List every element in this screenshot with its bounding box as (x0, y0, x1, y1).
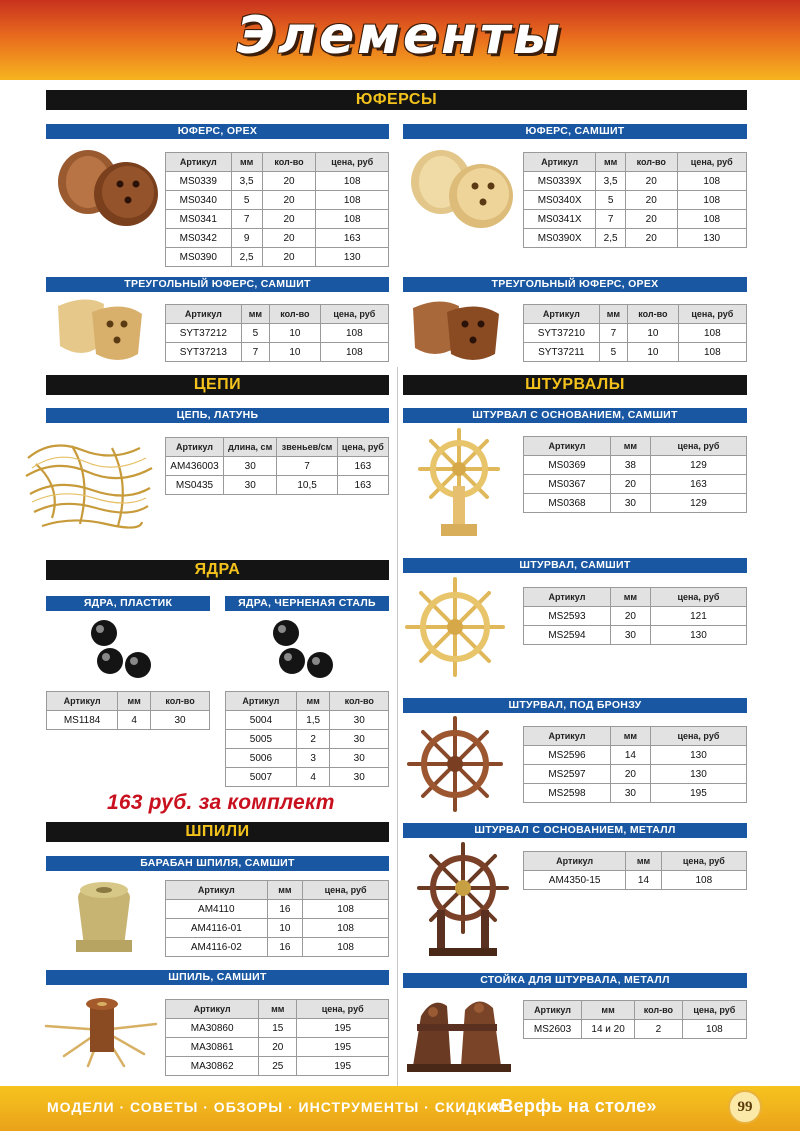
table-header-row (166, 305, 389, 324)
table-cell: 30 (610, 494, 650, 513)
table-cell: 5 (599, 343, 627, 362)
table-cell: 163 (316, 229, 389, 248)
table-cell: 30 (330, 749, 389, 768)
table-cell: 5 (596, 191, 626, 210)
table-cell: 163 (650, 475, 746, 494)
column-header: мм (259, 1000, 297, 1019)
triangular-boxwood-deadeye-image (46, 294, 162, 364)
table-header-row (166, 881, 389, 900)
table-row (226, 749, 389, 768)
table-cell: 5005 (226, 730, 297, 749)
section-bar-yufersy: ЮФЕРСЫ (46, 90, 747, 110)
table-cell: 108 (682, 1020, 746, 1039)
table-cell: MA30862 (166, 1057, 259, 1076)
table-cell: MS2603 (524, 1020, 582, 1039)
capstan-image (44, 990, 164, 1070)
table-cell: MS0340 (166, 191, 232, 210)
subtitle-capstan: ШПИЛЬ, САМШИТ (46, 970, 389, 985)
column-header: длина, см (223, 438, 276, 457)
table-row (166, 476, 389, 495)
plastic-balls-image (80, 615, 170, 687)
column-header: мм (241, 305, 269, 324)
table-cell: 5007 (226, 768, 297, 787)
table-cell: 30 (610, 784, 650, 803)
table-cell: 30 (223, 476, 276, 495)
table-header-row (166, 1000, 389, 1019)
balls-plastic-table (46, 691, 210, 730)
column-header: Артикул (524, 852, 626, 871)
table-cell: AM436003 (166, 457, 224, 476)
subtitle-wheel-samshit: ШТУРВАЛ, САМШИТ (403, 558, 747, 573)
table-cell: 108 (678, 343, 746, 362)
capstan-table (165, 999, 389, 1076)
table-cell: 195 (297, 1038, 389, 1057)
column-header: Артикул (524, 1001, 582, 1020)
table-cell: 4 (296, 768, 330, 787)
table-cell: 30 (330, 730, 389, 749)
table-cell: MS0339X (524, 172, 596, 191)
column-header: цена, руб (678, 305, 746, 324)
column-header: Артикул (524, 727, 611, 746)
table-cell: AM4116-01 (166, 919, 268, 938)
table-row (524, 746, 747, 765)
column-header: кол-во (262, 153, 316, 172)
chain-table (165, 437, 389, 495)
footer-magazine-title: «Верфь на столе» (490, 1096, 657, 1116)
table-cell: SYT37213 (166, 343, 242, 362)
table-cell: 5 (241, 324, 269, 343)
table-cell: AM4116-02 (166, 938, 268, 957)
table-row (524, 324, 747, 343)
table-cell: MS0368 (524, 494, 611, 513)
table-cell: MS0341X (524, 210, 596, 229)
section-bar-shpili: ШПИЛИ (46, 822, 389, 842)
column-header: кол-во (628, 305, 679, 324)
table-cell: 30 (223, 457, 276, 476)
column-header: мм (296, 692, 330, 711)
table-cell: 130 (677, 229, 747, 248)
table-row (166, 324, 389, 343)
table-cell: 10 (628, 324, 679, 343)
table-cell: 16 (267, 900, 303, 919)
column-header: цена, руб (316, 153, 389, 172)
table-cell: 4 (118, 711, 151, 730)
table-row (524, 210, 747, 229)
table-cell: 129 (650, 494, 746, 513)
table-header-row (524, 852, 747, 871)
table-cell: 195 (297, 1019, 389, 1038)
table-header-row (166, 153, 389, 172)
column-header: Артикул (47, 692, 118, 711)
table-header-row (524, 1001, 747, 1020)
subtitle-balls-steel: ЯДРА, ЧЕРНЕНАЯ СТАЛЬ (225, 596, 389, 611)
column-header: Артикул (524, 305, 600, 324)
steel-balls-image (262, 615, 352, 687)
section-bar-shturvaly: ШТУРВАЛЫ (403, 375, 747, 395)
table-cell: 20 (262, 172, 316, 191)
column-header: мм (267, 881, 303, 900)
table-cell: MS0339 (166, 172, 232, 191)
table-header-row (166, 438, 389, 457)
table-cell: 20 (625, 191, 677, 210)
column-header: кол-во (151, 692, 210, 711)
table-cell: 7 (596, 210, 626, 229)
table-cell: 10 (270, 343, 321, 362)
table-row (226, 768, 389, 787)
table-cell: 130 (650, 626, 746, 645)
table-cell: 108 (316, 210, 389, 229)
yufers-samshit-table (523, 152, 747, 248)
table-header-row (524, 588, 747, 607)
table-cell: 16 (267, 938, 303, 957)
wheel-bronze-table (523, 726, 747, 803)
table-row (524, 784, 747, 803)
table-cell: 108 (677, 210, 747, 229)
wheel-metal-table (523, 851, 747, 890)
page-footer (0, 1086, 800, 1131)
table-cell: MS0340X (524, 191, 596, 210)
table-cell: 2 (296, 730, 330, 749)
table-cell: MA30860 (166, 1019, 259, 1038)
table-cell: 20 (259, 1038, 297, 1057)
table-row (524, 765, 747, 784)
table-row (166, 248, 389, 267)
subtitle-tri-oreh: ТРЕУГОЛЬНЫЙ ЮФЕРС, ОРЕХ (403, 277, 747, 292)
table-row (524, 343, 747, 362)
table-cell: 5004 (226, 711, 297, 730)
tri-samshit-table (165, 304, 389, 362)
table-cell: MS0390X (524, 229, 596, 248)
table-cell: 7 (241, 343, 269, 362)
column-header: Артикул (524, 588, 611, 607)
table-cell: MA30861 (166, 1038, 259, 1057)
metal-wheel-stand-image (403, 988, 519, 1078)
column-header: кол-во (625, 153, 677, 172)
table-row (166, 900, 389, 919)
table-header-row (524, 305, 747, 324)
table-cell: 14 (610, 746, 650, 765)
column-header: звеньев/см (277, 438, 337, 457)
balls-steel-table (225, 691, 389, 787)
subtitle-yufers-samshit: ЮФЕРС, САМШИТ (403, 124, 747, 139)
table-cell: 2,5 (231, 248, 262, 267)
table-cell: 20 (262, 248, 316, 267)
table-cell: 121 (650, 607, 746, 626)
table-cell: 108 (303, 900, 389, 919)
table-row (524, 475, 747, 494)
column-header: мм (610, 727, 650, 746)
column-header: цена, руб (661, 852, 746, 871)
table-cell: 195 (650, 784, 746, 803)
table-cell: MS2596 (524, 746, 611, 765)
table-header-row (524, 153, 747, 172)
table-cell: 10 (267, 919, 303, 938)
table-cell: 5 (231, 191, 262, 210)
page-number: 99 (728, 1090, 762, 1124)
table-row (524, 626, 747, 645)
table-row (166, 1019, 389, 1038)
column-header: Артикул (524, 437, 611, 456)
subtitle-yufers-oreh: ЮФЕРС, ОРЕХ (46, 124, 389, 139)
table-cell: 129 (650, 456, 746, 475)
table-cell: 108 (316, 191, 389, 210)
table-cell: 7 (277, 457, 337, 476)
table-row (524, 191, 747, 210)
wheel-base-table (523, 436, 747, 513)
table-row (166, 1038, 389, 1057)
subtitle-balls-plastic: ЯДРА, ПЛАСТИК (46, 596, 210, 611)
table-cell: SYT37211 (524, 343, 600, 362)
table-cell: MS2597 (524, 765, 611, 784)
column-header: мм (599, 305, 627, 324)
column-header: цена, руб (650, 588, 746, 607)
table-cell: MS2594 (524, 626, 611, 645)
column-header: Артикул (524, 153, 596, 172)
column-header: цена, руб (650, 727, 746, 746)
table-cell: 108 (320, 324, 388, 343)
table-row (166, 191, 389, 210)
table-row (47, 711, 210, 730)
section-bar-yadra: ЯДРА (46, 560, 389, 580)
column-header: Артикул (226, 692, 297, 711)
page-header (0, 0, 800, 80)
table-row (166, 1057, 389, 1076)
table-cell: 30 (330, 768, 389, 787)
section-bar-cepi: ЦЕПИ (46, 375, 389, 395)
table-cell: 3,5 (596, 172, 626, 191)
table-cell: 20 (262, 191, 316, 210)
table-cell: 3 (296, 749, 330, 768)
column-header: Артикул (166, 153, 232, 172)
table-cell: 30 (151, 711, 210, 730)
table-row (524, 1020, 747, 1039)
footer-slogan: МОДЕЛИ · СОВЕТЫ · ОБЗОРЫ · ИНСТРУМЕНТЫ · СКИДКИ! (47, 1099, 504, 1115)
brass-chain-image (22, 428, 162, 534)
table-header-row (524, 727, 747, 746)
subtitle-wheel-bronze: ШТУРВАЛ, ПОД БРОНЗУ (403, 698, 747, 713)
table-cell: MS0341 (166, 210, 232, 229)
column-header: кол-во (270, 305, 321, 324)
table-cell: 108 (320, 343, 388, 362)
column-header: цена, руб (677, 153, 747, 172)
column-header: мм (231, 153, 262, 172)
bronze-wheel-image (403, 714, 519, 818)
table-cell: 163 (337, 476, 388, 495)
table-cell: 7 (599, 324, 627, 343)
table-cell: SYT37210 (524, 324, 600, 343)
table-row (166, 343, 389, 362)
table-cell: 1,5 (296, 711, 330, 730)
column-header: Артикул (166, 305, 242, 324)
table-row (166, 938, 389, 957)
table-cell: 163 (337, 457, 388, 476)
column-header: цена, руб (682, 1001, 746, 1020)
table-cell: 10 (270, 324, 321, 343)
column-header: мм (626, 852, 661, 871)
table-cell: 130 (650, 765, 746, 784)
subtitle-chain: ЦЕПЬ, ЛАТУНЬ (46, 408, 389, 423)
column-divider (397, 367, 398, 1087)
table-row (166, 172, 389, 191)
table-row (226, 730, 389, 749)
table-cell: 5006 (226, 749, 297, 768)
table-cell: MS0390 (166, 248, 232, 267)
column-header: кол-во (330, 692, 389, 711)
table-cell: 14 и 20 (582, 1020, 635, 1039)
table-cell: 20 (610, 765, 650, 784)
table-row (524, 456, 747, 475)
triangular-walnut-deadeye-image (403, 294, 519, 364)
table-row (524, 607, 747, 626)
table-header-row (226, 692, 389, 711)
column-header: мм (118, 692, 151, 711)
table-cell: 30 (610, 626, 650, 645)
table-cell: MS2593 (524, 607, 611, 626)
table-cell: 25 (259, 1057, 297, 1076)
column-header: мм (610, 437, 650, 456)
table-cell: 10,5 (277, 476, 337, 495)
walnut-deadeye-image (46, 144, 162, 228)
table-cell: 30 (330, 711, 389, 730)
table-cell: 15 (259, 1019, 297, 1038)
table-row (166, 457, 389, 476)
metal-wheel-with-base-image (403, 840, 519, 964)
column-header: мм (610, 588, 650, 607)
table-cell: 195 (297, 1057, 389, 1076)
column-header: цена, руб (303, 881, 389, 900)
table-row (524, 172, 747, 191)
promo-text: 163 руб. за комплект (107, 791, 335, 814)
table-cell: 14 (626, 871, 661, 890)
table-cell: 108 (303, 919, 389, 938)
table-cell: AM4110 (166, 900, 268, 919)
column-header: мм (596, 153, 626, 172)
table-row (524, 871, 747, 890)
table-cell: 130 (650, 746, 746, 765)
subtitle-drum: БАРАБАН ШПИЛЯ, САМШИТ (46, 856, 389, 871)
table-cell: 2,5 (596, 229, 626, 248)
column-header: цена, руб (297, 1000, 389, 1019)
subtitle-wheel-metal: ШТУРВАЛ С ОСНОВАНИЕМ, МЕТАЛЛ (403, 823, 747, 838)
column-header: Артикул (166, 438, 224, 457)
table-cell: 130 (316, 248, 389, 267)
tri-oreh-table (523, 304, 747, 362)
table-cell: 10 (628, 343, 679, 362)
drum-table (165, 880, 389, 957)
subtitle-wheel-base: ШТУРВАЛ С ОСНОВАНИЕМ, САМШИТ (403, 408, 747, 423)
table-row (524, 494, 747, 513)
table-header-row (524, 437, 747, 456)
stand-table (523, 1000, 747, 1039)
table-cell: 2 (635, 1020, 683, 1039)
table-cell: 9 (231, 229, 262, 248)
table-cell: 3,5 (231, 172, 262, 191)
table-cell: 20 (625, 172, 677, 191)
table-cell: 20 (625, 229, 677, 248)
capstan-drum-image (62, 876, 152, 960)
subtitle-stand: СТОЙКА ДЛЯ ШТУРВАЛА, МЕТАЛЛ (403, 973, 747, 988)
table-cell: 7 (231, 210, 262, 229)
table-cell: 20 (262, 229, 316, 248)
table-cell: AM4350-15 (524, 871, 626, 890)
table-cell: 108 (677, 191, 747, 210)
boxwood-wheel-image (403, 575, 519, 683)
yufers-oreh-table (165, 152, 389, 267)
column-header: цена, руб (337, 438, 388, 457)
column-header: кол-во (635, 1001, 683, 1020)
wheel-samshit-table (523, 587, 747, 645)
table-cell: MS0369 (524, 456, 611, 475)
table-cell: 108 (303, 938, 389, 957)
table-cell: MS0367 (524, 475, 611, 494)
column-header: мм (582, 1001, 635, 1020)
table-row (166, 229, 389, 248)
column-header: цена, руб (320, 305, 388, 324)
table-cell: 38 (610, 456, 650, 475)
table-cell: 20 (625, 210, 677, 229)
column-header: Артикул (166, 1000, 259, 1019)
table-cell: 20 (610, 475, 650, 494)
table-cell: 20 (610, 607, 650, 626)
table-cell: MS0342 (166, 229, 232, 248)
table-cell: 108 (316, 172, 389, 191)
table-row (226, 711, 389, 730)
page-title: Элементы (236, 6, 564, 66)
table-cell: SYT37212 (166, 324, 242, 343)
table-cell: MS2598 (524, 784, 611, 803)
column-header: цена, руб (650, 437, 746, 456)
table-cell: MS0435 (166, 476, 224, 495)
table-cell: MS1184 (47, 711, 118, 730)
table-row (524, 229, 747, 248)
table-cell: 108 (661, 871, 746, 890)
boxwood-wheel-with-base-image (403, 426, 519, 548)
table-row (166, 919, 389, 938)
boxwood-deadeye-image (403, 144, 519, 230)
table-row (166, 210, 389, 229)
column-header: Артикул (166, 881, 268, 900)
table-cell: 108 (677, 172, 747, 191)
subtitle-tri-samshit: ТРЕУГОЛЬНЫЙ ЮФЕРС, САМШИТ (46, 277, 389, 292)
table-cell: 108 (678, 324, 746, 343)
table-header-row (47, 692, 210, 711)
table-cell: 20 (262, 210, 316, 229)
